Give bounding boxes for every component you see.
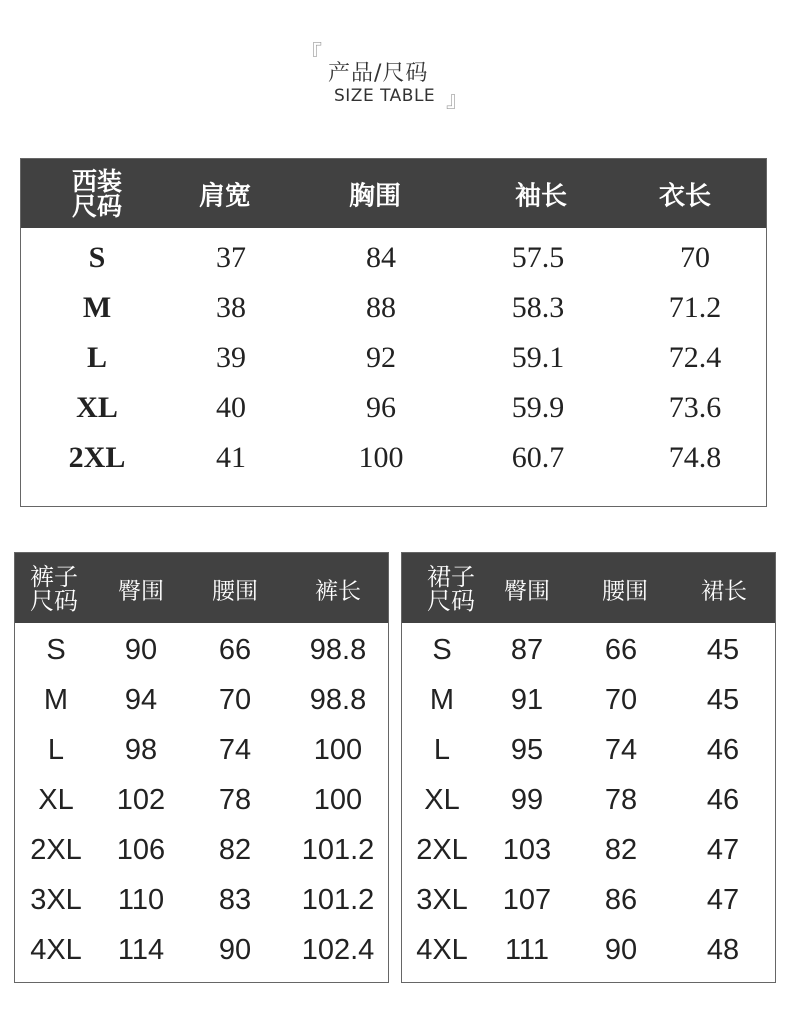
pants-measure-cell: 78 (218, 784, 252, 816)
suit-measure-cell: 96 (366, 391, 396, 424)
suit-corner-line-2: 尺码 (71, 192, 123, 221)
pants-size-table (14, 552, 389, 983)
pants-size-label: 3XL (30, 884, 82, 916)
pants-measure-cell: 98.8 (309, 634, 367, 666)
skirt-measure-cell: 87 (510, 634, 544, 666)
pants-measure-cell: 90 (124, 634, 158, 666)
skirt-measure-cell: 78 (604, 784, 638, 816)
skirt-size-label: 3XL (416, 884, 468, 916)
suit-col-length: 衣长 (658, 181, 712, 212)
suit-corner-line-1: 西装 (71, 167, 123, 196)
suit-measure-cell: 57.5 (511, 241, 565, 274)
suit-size-label: XL (76, 391, 118, 424)
suit-measure-cell: 59.1 (511, 341, 565, 374)
skirt-measure-cell: 47 (706, 834, 740, 866)
size-table-title (300, 44, 470, 112)
suit-col-chest: 胸围 (348, 181, 402, 212)
pants-measure-cell: 74 (218, 734, 252, 766)
skirt-measure-cell: 107 (502, 884, 552, 916)
suit-size-label: M (82, 291, 112, 324)
suit-measure-cell: 74.8 (668, 441, 722, 474)
suit-measure-cell: 38 (216, 291, 246, 324)
suit-measure-cell: 71.2 (668, 291, 722, 324)
suit-measure-cell: 59.9 (511, 391, 565, 424)
suit-size-table (20, 158, 767, 507)
suit-size-label: S (88, 241, 106, 274)
suit-table-header (21, 159, 766, 228)
skirt-size-label: XL (424, 784, 460, 816)
pants-measure-cell: 101.2 (301, 834, 375, 866)
suit-measure-cell: 40 (216, 391, 246, 424)
skirt-size-label: 2XL (416, 834, 468, 866)
skirt-measure-cell: 91 (510, 684, 544, 716)
suit-size-label: 2XL (68, 441, 126, 474)
suit-measure-cell: 70 (680, 241, 710, 274)
title-english: SIZE TABLE (334, 86, 436, 106)
skirt-size-label: S (432, 634, 452, 666)
skirt-measure-cell: 45 (706, 634, 740, 666)
skirt-size-label: L (433, 734, 451, 766)
pants-measure-cell: 114 (117, 934, 165, 966)
pants-measure-cell: 70 (218, 684, 252, 716)
pants-col-length: 裤长 (315, 578, 361, 605)
pants-measure-cell: 102 (116, 784, 166, 816)
pants-measure-cell: 82 (218, 834, 252, 866)
suit-col-sleeve: 袖长 (514, 181, 568, 212)
skirt-measure-cell: 90 (604, 934, 638, 966)
pants-measure-cell: 100 (313, 784, 363, 816)
pants-measure-cell: 94 (124, 684, 158, 716)
suit-measure-cell: 60.7 (511, 441, 565, 474)
pants-size-label: S (46, 634, 66, 666)
suit-measure-cell: 88 (366, 291, 396, 324)
pants-measure-cell: 83 (218, 884, 252, 916)
pants-size-label: M (43, 684, 69, 716)
skirt-measure-cell: 70 (604, 684, 638, 716)
suit-col-shoulder: 肩宽 (198, 181, 252, 212)
pants-col-hip: 臀围 (118, 578, 164, 605)
skirt-size-table (401, 552, 776, 983)
skirt-measure-cell: 46 (706, 784, 740, 816)
pants-size-label: L (47, 734, 65, 766)
skirt-measure-cell: 47 (706, 884, 740, 916)
pants-col-waist: 腰围 (212, 578, 258, 605)
skirt-measure-cell: 48 (706, 934, 740, 966)
suit-measure-cell: 72.4 (668, 341, 722, 374)
pants-corner-header (30, 565, 78, 613)
skirt-measure-cell: 45 (706, 684, 740, 716)
pants-corner-line-1: 裤子 (30, 563, 78, 591)
skirt-measure-cell: 111 (504, 934, 550, 966)
skirt-measure-cell: 82 (604, 834, 638, 866)
skirt-col-waist: 腰围 (602, 578, 648, 605)
suit-measure-cell: 41 (216, 441, 246, 474)
pants-measure-cell: 110 (117, 884, 165, 916)
pants-corner-line-2: 尺码 (30, 587, 78, 615)
skirt-table-header (402, 553, 775, 623)
title-chinese: 产品/尺码 (328, 61, 429, 86)
pants-table-header (15, 553, 388, 623)
pants-size-label: 2XL (30, 834, 82, 866)
pants-size-label: XL (38, 784, 74, 816)
suit-measure-cell: 100 (358, 441, 404, 474)
skirt-corner-line-1: 裙子 (427, 563, 475, 591)
skirt-measure-cell: 46 (706, 734, 740, 766)
skirt-size-label: M (429, 684, 455, 716)
pants-size-label: 4XL (30, 934, 82, 966)
pants-measure-cell: 98 (124, 734, 158, 766)
suit-size-label: L (86, 341, 108, 374)
suit-measure-cell: 39 (216, 341, 246, 374)
skirt-measure-cell: 99 (510, 784, 544, 816)
skirt-measure-cell: 66 (604, 634, 638, 666)
pants-measure-cell: 98.8 (309, 684, 367, 716)
title-bracket-open: 『 (300, 42, 323, 67)
skirt-measure-cell: 86 (604, 884, 638, 916)
skirt-col-length: 裙长 (701, 578, 747, 605)
pants-measure-cell: 90 (218, 934, 252, 966)
pants-measure-cell: 101.2 (301, 884, 375, 916)
pants-measure-cell: 66 (218, 634, 252, 666)
pants-measure-cell: 106 (116, 834, 166, 866)
pants-measure-cell: 100 (313, 734, 363, 766)
skirt-measure-cell: 103 (502, 834, 552, 866)
skirt-measure-cell: 74 (604, 734, 638, 766)
suit-measure-cell: 84 (366, 241, 396, 274)
suit-corner-header (72, 169, 122, 219)
title-bracket-close: 』 (445, 88, 468, 113)
pants-measure-cell: 102.4 (301, 934, 375, 966)
skirt-col-hip: 臀围 (504, 578, 550, 605)
suit-measure-cell: 37 (216, 241, 246, 274)
suit-measure-cell: 58.3 (511, 291, 565, 324)
suit-measure-cell: 92 (366, 341, 396, 374)
skirt-size-label: 4XL (416, 934, 468, 966)
skirt-corner-header (427, 565, 475, 613)
skirt-measure-cell: 95 (510, 734, 544, 766)
skirt-corner-line-2: 尺码 (427, 587, 475, 615)
suit-measure-cell: 73.6 (668, 391, 722, 424)
